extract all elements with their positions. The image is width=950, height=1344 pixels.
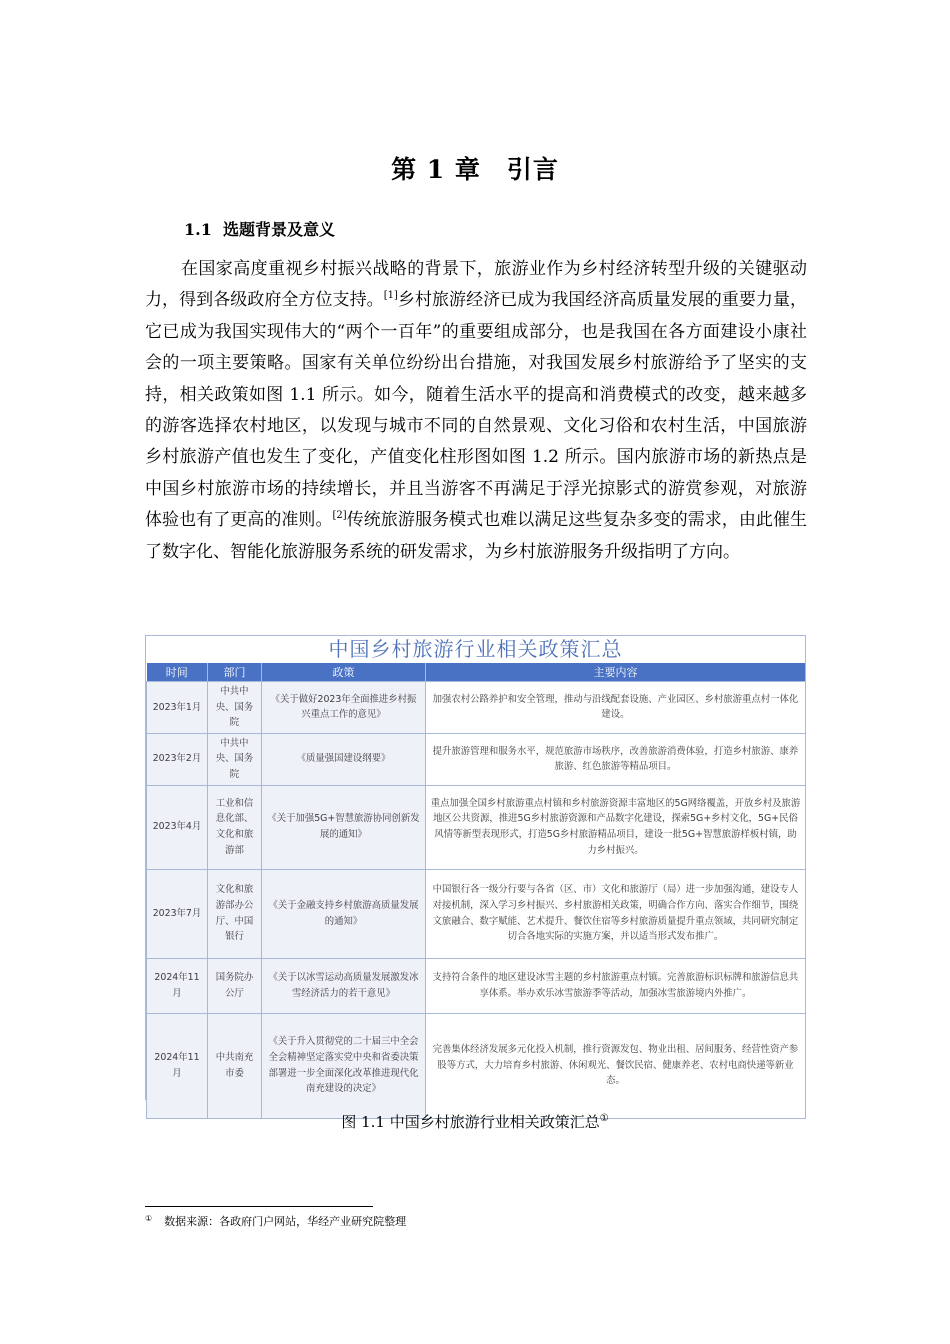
table-header-row xyxy=(147,663,806,682)
header-dept: 部门 xyxy=(208,663,262,682)
cell-time: 2023年2月 xyxy=(147,733,208,785)
cell-dept: 国务院办公厅 xyxy=(208,958,262,1013)
cell-dept: 工业和信息化部、文化和旅游部 xyxy=(208,785,262,869)
cell-time: 2024年11月 xyxy=(147,1013,208,1118)
cell-time: 2023年7月 xyxy=(147,869,208,958)
footnote-mark: ① xyxy=(145,1214,153,1223)
citation-ref-1[interactable]: [1] xyxy=(383,290,398,302)
body-paragraph xyxy=(145,254,807,568)
cell-content: 加强农村公路养护和安全管理，推动与沿线配套设施、产业园区、乡村旅游重点村一体化建设。 xyxy=(426,682,806,734)
footnote-ref[interactable]: ① xyxy=(599,1113,609,1124)
figure-title: 中国乡村旅游行业相关政策汇总 xyxy=(328,637,623,661)
cell-policy: 《关于金融支持乡村旅游高质量发展的通知》 xyxy=(262,869,426,958)
cell-policy: 《关于以冰雪运动高质量发展激发冰雪经济活力的若干意见》 xyxy=(262,958,426,1013)
cell-dept: 中共南充市委 xyxy=(208,1013,262,1118)
cell-policy: 《关于升入贯彻党的二十届三中全会全会精神坚定落实党中央和省委决策部署进一步全面深化改革推进现代化南充建设的决定》 xyxy=(262,1013,426,1118)
header-time: 时间 xyxy=(147,663,208,682)
cell-dept: 中共中央、国务院 xyxy=(208,682,262,734)
chapter-title: 第 1 章 引言 xyxy=(391,155,559,184)
cell-time: 2024年11月 xyxy=(147,958,208,1013)
cell-policy: 《关于加强5G+智慧旅游协同创新发展的通知》 xyxy=(262,785,426,869)
cell-time: 2023年4月 xyxy=(147,785,208,869)
paragraph-part-1: 在国家高度重视乡村振兴战略的背景下，旅游业作为乡村经济转型升级的关键驱动力，得到各级政府全方位支持。 xyxy=(145,259,807,311)
section-heading xyxy=(184,217,335,240)
table-row xyxy=(147,733,806,785)
table-row xyxy=(147,682,806,734)
footnote-text: 数据来源：各政府门户网站，华经产业研究院整理 xyxy=(164,1215,407,1228)
cell-policy: 《质量强国建设纲要》 xyxy=(262,733,426,785)
paragraph-part-2: 乡村旅游经济已成为我国经济高质量发展的重要力量，它已成为我国实现伟大的“两个一百年”的重要组成部分，也是我国在各方面建设小康社会的一项主要策略。国家有关单位纷纷出台措施，对我国发展乡村旅游给予了坚实的支持，相关政策如图 1.1 所示。如今，随着生活水平的提高和消费模式的改变，越来越多的游客选择农村地区，以发现与城市不同的自然景观、文化习俗和农村生活，中国旅游乡村旅游产值也发生了变化，产值变化柱形图如图 1.2 所示。国内旅游市场的新热点是中国乡村旅游市场的持续增长，并且当游客不再满足于浮光掠影式的游赏参观，对旅游体验也有了更高的准则。 xyxy=(145,290,808,531)
cell-dept: 中共中央、国务院 xyxy=(208,733,262,785)
caption-text: 图 1.1 中国乡村旅游行业相关政策汇总 xyxy=(341,1113,600,1131)
cell-dept: 文化和旅游部办公厅、中国银行 xyxy=(208,869,262,958)
section-number: 1.1 xyxy=(184,220,212,239)
cell-policy: 《关于做好2023年全面推进乡村振兴重点工作的意见》 xyxy=(262,682,426,734)
cell-content: 提升旅游管理和服务水平，规范旅游市场秩序，改善旅游消费体验，打造乡村旅游、康养旅游、红色旅游等精品项目。 xyxy=(426,733,806,785)
table-row xyxy=(147,785,806,869)
policy-table xyxy=(146,663,806,1119)
section-title: 选题背景及意义 xyxy=(222,220,335,239)
table-row xyxy=(147,1013,806,1118)
table-row xyxy=(147,869,806,958)
footnote xyxy=(145,1213,406,1229)
cell-content: 完善集体经济发展多元化投入机制，推行资源发包、物业出租、居间服务、经营性资产参股等方式，大力培育乡村旅游、休闲观光、餐饮民宿、健康养老、农村电商快递等新业态。 xyxy=(426,1013,806,1118)
figure-caption xyxy=(0,1111,950,1132)
header-content: 主要内容 xyxy=(426,663,806,682)
cell-content: 支持符合条件的地区建设冰雪主题的乡村旅游重点村镇。完善旅游标识标牌和旅游信息共享体系。举办欢乐冰雪旅游季等活动，加强冰雪旅游境内外推广。 xyxy=(426,958,806,1013)
header-policy: 政策 xyxy=(262,663,426,682)
table-row xyxy=(147,958,806,1013)
policy-figure xyxy=(145,635,806,1100)
citation-ref-2[interactable]: [2] xyxy=(332,510,347,522)
cell-time: 2023年1月 xyxy=(147,682,208,734)
cell-content: 重点加强全国乡村旅游重点村镇和乡村旅游资源丰富地区的5G网络覆盖，开放乡村及旅游地区公共资源，推进5G乡村旅游资源和产品数字化建设，探索5G+乡村文化，5G+民俗风情等新型表现形式，打造5G乡村旅游精品项目，建设一批5G+智慧旅游样板村镇，助力乡村振兴。 xyxy=(426,785,806,869)
paragraph-part-3: 传统旅游服务模式也难以满足这些复杂多变的需求，由此催生了数字化、智能化旅游服务系统的研发需求，为乡村旅游服务升级指明了方向。 xyxy=(145,510,808,562)
footnote-divider xyxy=(145,1206,373,1207)
cell-content: 中国银行各一级分行要与各省（区、市）文化和旅游厅（局）进一步加强沟通，建设专人对接机制，深入学习乡村振兴、乡村旅游相关政策，明确合作方向、落实合作细节，围绕文旅融合、数字赋能、艺术提升、餐饮住宿等乡村旅游质量提升重点领域，共同研究制定切合各地实际的实施方案，并以适当形式发布推广。 xyxy=(426,869,806,958)
